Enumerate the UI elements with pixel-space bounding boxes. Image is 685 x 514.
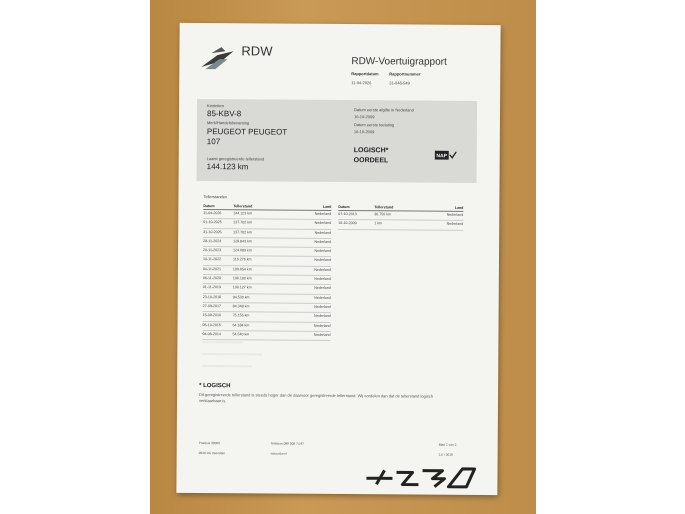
header-land: Land — [322, 204, 332, 209]
row-tellerstand: 137.702 km — [233, 229, 252, 234]
row-tellerstand: 54.540 km — [232, 332, 250, 337]
row-datum: 10-11-2022 — [202, 257, 222, 262]
faint-line — [202, 341, 242, 343]
row-tellerstand: 36.750 km — [374, 212, 392, 217]
row-land: Nederland — [314, 258, 332, 263]
row-land: Nederland — [313, 332, 331, 337]
row-datum: 31-10-2025 — [203, 229, 222, 234]
row-land: Nederland — [446, 222, 464, 227]
row-land: Nederland — [314, 221, 332, 226]
mileage-value: 144.123 km — [206, 162, 249, 172]
footer-postbus: Postbus 30000 — [198, 441, 221, 446]
kenteken-label: Kenteken — [207, 103, 224, 109]
footer-phone: Telefoon 088 008 74 87 — [270, 441, 305, 446]
row-datum: 15-09-2016 — [202, 313, 222, 318]
row-tellerstand: 124.089 km — [233, 248, 252, 253]
merk-label: Merk/Handelsbenaming — [206, 120, 250, 126]
brand-name: RDW — [241, 43, 273, 59]
row-tellerstand: 128.843 km — [233, 239, 252, 244]
first-admission-label: Datum eerste toelating — [353, 122, 395, 128]
odometer-section-title: Tellerstanden — [203, 194, 228, 200]
table-row — [202, 331, 330, 341]
odometer-rows-left — [202, 210, 331, 341]
row-land: Nederland — [314, 239, 332, 244]
kenteken-value: 85-KBV-8 — [206, 109, 242, 119]
report-date-label: Rapportdatum — [351, 71, 379, 77]
row-datum: 23-10-2018 — [202, 294, 222, 299]
report-date-value: 11-04-2026 — [351, 80, 372, 86]
row-land: Nederland — [314, 230, 332, 235]
row-datum: 27-09-2017 — [202, 304, 222, 309]
row-tellerstand: 75.155 km — [232, 313, 250, 318]
row-land: Nederland — [314, 267, 331, 272]
merk-value — [207, 127, 327, 148]
report-number-value: 31-048-549 — [389, 80, 410, 86]
row-tellerstand: 137.702 km — [233, 220, 253, 225]
row-tellerstand: 109.654 km — [232, 267, 252, 272]
footer-web: www.rdw.nl — [270, 451, 287, 456]
odometer-table-left — [202, 203, 331, 341]
report-meta-values — [351, 80, 491, 86]
merk-line-1: PEUGEOT PEUGEOT — [206, 127, 288, 137]
merk-line-2: 107 — [206, 137, 221, 147]
faint-line — [202, 365, 252, 367]
row-land: Nederland — [314, 276, 331, 282]
first-admission-value: 16-10-2009 — [353, 129, 375, 135]
row-datum: 01-11-2019 — [202, 285, 221, 290]
first-issue-label: Datum eerste afgifte in Nederland — [354, 107, 414, 113]
verdict-text — [354, 146, 389, 166]
row-datum: 16-10-2009 — [338, 221, 357, 226]
faint-line — [202, 353, 262, 355]
report-meta-labels — [351, 71, 491, 77]
row-datum: 04-08-2014 — [202, 331, 221, 337]
row-datum: 20-11-2023 — [203, 248, 222, 253]
row-tellerstand: 144.123 km — [233, 211, 253, 216]
row-tellerstand: 116.276 km — [232, 257, 252, 262]
footer-page: Blad 1 van 2 — [438, 442, 457, 447]
row-land: Nederland — [313, 314, 331, 319]
header-tellerstand: Tellerstand — [374, 205, 394, 210]
row-land: Nederland — [314, 249, 332, 254]
row-tellerstand: 1 km — [374, 221, 383, 226]
verdict-line-1: LOGISCH* — [353, 147, 389, 155]
row-datum: 06-10-2015 — [202, 322, 221, 327]
header-datum: Datum — [203, 204, 215, 209]
row-land: Nederland — [314, 211, 332, 216]
note-text: Dit geregistreerde tellerstand is steeds hoger dan de daarvoor geregistreerde tellerstand. Wij oordelen dan dat de tellerstand logisch verklaarbaar is. — [198, 392, 433, 404]
row-tellerstand: 64.184 km — [232, 322, 250, 327]
note-title: * LOGISCH — [199, 383, 231, 390]
rdw-report-sheet — [176, 23, 500, 495]
row-datum: 06-11-2020 — [202, 276, 222, 281]
row-land: Nederland — [446, 212, 464, 217]
header-datum: Datum — [338, 204, 350, 210]
verdict-line-2: OORDEEL — [353, 157, 389, 165]
row-land: Nederland — [314, 286, 331, 291]
vehicle-summary-box — [197, 99, 478, 183]
table-row — [338, 220, 463, 230]
row-land: Nederland — [314, 304, 331, 309]
footer-version: 2.0 / 0018 — [438, 452, 453, 457]
row-land: Nederland — [314, 295, 331, 300]
row-tellerstand: 106.100 km — [232, 276, 252, 281]
report-title: RDW-Voertuigrapport — [351, 56, 447, 68]
row-datum: 07-10-2013 — [338, 211, 357, 217]
header-tellerstand: Tellerstand — [233, 204, 253, 209]
mileage-label: Laatst geregistreerde tellerstand — [206, 156, 265, 162]
row-datum: 04-11-2021 — [202, 266, 222, 271]
report-number-label: Rapportnummer — [389, 71, 421, 77]
row-tellerstand: 94.530 km — [232, 294, 250, 300]
signature-graphic — [362, 464, 482, 491]
odometer-table-right — [338, 204, 463, 230]
nap-badge-text: NAP — [436, 153, 448, 160]
nap-checkmark-icon — [435, 147, 457, 160]
odometer-rows-right — [338, 211, 463, 230]
row-datum: 11-04-2026 — [203, 211, 222, 216]
rdw-logo-icon — [197, 43, 237, 73]
row-tellerstand: 84.348 km — [232, 304, 250, 309]
footer-city: 9640 RA Veendam — [198, 451, 226, 456]
row-datum: 28-11-2024 — [203, 238, 222, 244]
row-land: Nederland — [313, 323, 331, 328]
row-datum: 01-10-2025 — [203, 220, 222, 225]
row-tellerstand: 100.127 km — [232, 285, 252, 290]
first-issue-value: 16-10-2009 — [353, 114, 375, 120]
header-land: Land — [454, 205, 464, 210]
